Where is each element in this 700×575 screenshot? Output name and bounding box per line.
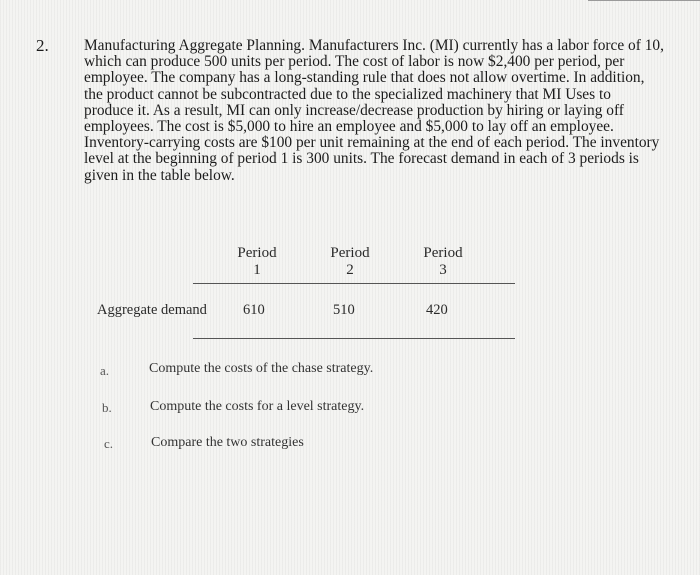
table-header-period-2 <box>315 245 385 279</box>
problem-number: 2. <box>36 36 49 55</box>
header-number: 2 <box>346 262 354 278</box>
table-header-period-1 <box>222 245 292 279</box>
question-a-text: Compute the costs of the chase strategy. <box>149 361 374 376</box>
row-label-aggregate-demand: Aggregate demand <box>97 302 207 318</box>
question-c-letter: c. <box>104 436 114 451</box>
demand-value-period-3: 420 <box>426 302 448 318</box>
question-c-text: Compare the two strategies <box>151 435 304 450</box>
header-label: Period <box>330 245 370 261</box>
question-b-letter: b. <box>102 400 112 415</box>
question-a-letter: a. <box>100 363 110 378</box>
table-header-rule <box>193 283 515 284</box>
header-number: 3 <box>439 262 447 278</box>
question-b-text: Compute the costs for a level strategy. <box>150 399 365 414</box>
header-label: Period <box>423 245 463 261</box>
table-bottom-rule <box>193 338 515 339</box>
problem-statement: Manufacturing Aggregate Planning. Manufacturers Inc. (MI) currently has a labor force of 10, which can produce 500 units per period. The cost of labor is now $2,400 per period, per employee. The company has a long-standing rule that does not allow overtime. In addition, the product cannot be subcontracted due to the specialized machinery that MI Uses to produce it. As a result, MI can only increase/decrease production by hiring or laying off employees. The cost is $5,000 to hire an employee and $5,000 to lay off an employee. Inventory-carrying costs are $100 per unit remaining at the end of each period. The inventory level at the beginning of period 1 is 300 units. The forecast demand in each of 3 periods is given in the table below. <box>84 37 664 184</box>
demand-value-period-2: 510 <box>333 302 355 318</box>
table-header-period-3 <box>408 245 478 279</box>
header-number: 1 <box>253 262 261 278</box>
header-label: Period <box>237 245 277 261</box>
demand-value-period-1: 610 <box>243 302 265 318</box>
